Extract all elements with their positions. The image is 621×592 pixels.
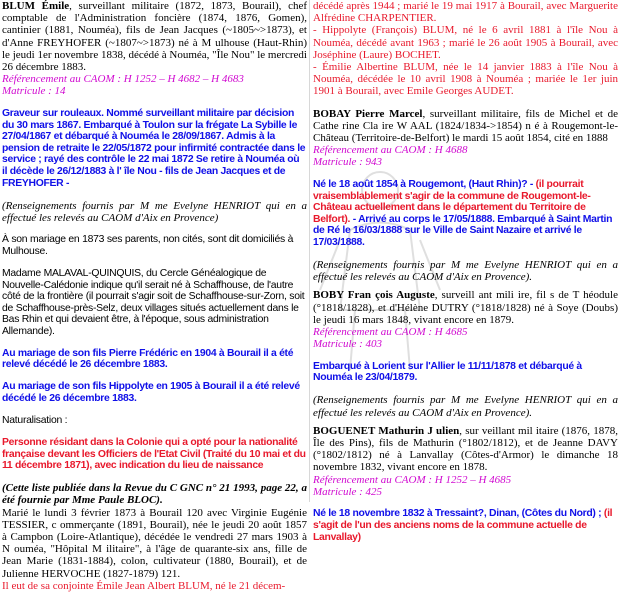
entry-blum-emile xyxy=(2,0,307,73)
matricule: Matricule : 14 xyxy=(2,85,66,98)
spacer xyxy=(313,98,618,108)
right-column xyxy=(313,0,619,543)
caom-reference: Référencement au CAOM : H 4685 xyxy=(313,326,468,338)
naturalisation-note: Personne résidant dans la Colonie qui a opté pour la nationalité française devant les Officiers de l'Etat Civil (Traité du 10 mai et du 11 décembre 1871), avec indication du lieu de naissance xyxy=(2,437,306,472)
entry-bobay xyxy=(313,108,618,145)
matricule: Matricule : 943 xyxy=(313,156,383,169)
caom-reference: Référencement au CAOM : H 4688 xyxy=(313,144,468,157)
child-pierre: décédé après 1944 ; marié le 19 mai 1917 à Bourail, avec Marguerite Alfrédine CHARPENTIER. xyxy=(313,0,618,25)
entry-boguenet xyxy=(313,425,618,474)
birth-note xyxy=(313,179,618,249)
entry-text: , surveillant militaire, fils de Michel et de Cathe rine Cla ire W AAL (1824/1834->1854) n é à Rougemont-le-Château (Territoire-de-Belfort) le mardi 15 août 1854, cité en 1888 xyxy=(313,107,618,145)
birth-note xyxy=(313,508,618,543)
commune-note: (il s'agit de l'un des anciens noms de la commune actuelle de Lanvallay) xyxy=(313,508,613,543)
naturalisation-heading: Naturalisation : xyxy=(2,415,68,427)
birth-text: Né le 18 août 1854 à Rougemont, (Haut Rhin)? - xyxy=(313,179,534,191)
marriage-note: Marié le lundi 3 février 1873 à Bourail 120 avec Virginie Eugénie TESSIER, c ommerçante (1891, Bourail), née le jeudi 20 août 1857 à Campbon (Loire-Atlantique), décédée le vendredi 27 mars 1903 à N ouméa, "Hôpital M ilitaire", à l'âge de quarante-six ans, fille de Jean Marie (1831-1884), colon, cultivateur (1880, Bourail), et de Julienne HERVOCHE (1827-1879) 121. xyxy=(2,506,307,580)
entry-text: , surveill ant mili ire, fil s de T héodule (°1818/1828), et d'Hélène DUTRY (°1818/1828) né à Soye (Doubs) le jeudi 16 mars 1848, vivant encore en 1879. xyxy=(313,289,619,326)
left-column xyxy=(2,0,307,592)
son-marriage-note-1: Au mariage de son fils Pierre Frédéric en 1904 à Bourail il a été relevé décédé le 26 décembre 1883. xyxy=(2,347,294,371)
entry-name: BOBY Fran çois Auguste xyxy=(313,289,435,302)
children-intro: Il eut de sa conjointe Émile Jean Albert BLUM, né le 21 décem- xyxy=(2,579,286,592)
entry-text: , surveillant militaire (1872, 1873, Bourail), chef comptable de l'Administration foncière (1874, 1876, Gomen), cantinier (1881, Nouméa), fils de Jean Jacques (~1805~>1873), et d'Anne FREYHOFER (~1807~>1873) né à M ulhouse (Haut-Rhin) le jeudi 1er novembre 1838, décédé à Nouméa, "Île Nou" le mercredi 26 décembre 1883. xyxy=(2,0,307,74)
commune-note: (il pourrait vraisemblablement s'agir de la commune de Rougemont-le-Château actuellement dans le département du Territoire de Belfort). xyxy=(313,179,591,225)
list-source-note: (Cette liste publiée dans la Revue du C GNC n° 21 1993, page 22, a été fournie par Mme Paule BLOC). xyxy=(2,482,307,507)
source-note: (Renseignements fournis par M me Evelyne HENRIOT qui en a effectué les relevés au CAOM d'Aix en Provence) xyxy=(2,199,307,224)
entry-name: BOBAY Pierre Marcel xyxy=(313,107,423,120)
entry-boby xyxy=(313,289,618,326)
caom-reference: Référencement au CAOM : H 1252 – H 4682 – H 4683 xyxy=(2,73,244,86)
caom-reference: Référencement au CAOM : H 1252 – H 4685 xyxy=(313,473,512,486)
source-note: (Renseignements fournis par M me Evelyne HENRIOT qui en a effectué les relevés au CAOM d'Aix en Provence). xyxy=(313,394,618,419)
entry-name: BLUM Émile xyxy=(2,0,70,12)
entry-text: , sur veillant mil itaire (1876, 1878, Île des Pins), fils de Mathurin (°1802/1812), et de Jeanne DAVY (°1802/1812) né à Lanvallay (Côtes-d'Armor) le dimanche 18 novembre 1832, vivant encore en 1878. xyxy=(313,424,618,474)
source-note: (Renseignements fournis par M me Evelyne HENRIOT qui en a effectué les relevés au CAOM d'Aix en Provence). xyxy=(313,258,618,284)
entry-name: BOGUENET Mathurin J ulien xyxy=(313,424,460,437)
birth-text: Né le 18 novembre 1832 à Tressaint?, Dinan, (Côtes du Nord) ; xyxy=(313,508,602,520)
child-emilie: - Émilie Albertine BLUM, née le 14 janvier 1883 à l'île Nou à Nouméa, décédée le 10 avril 1908 à Nouméa ; mariée le 1er juin 1901 à Bourail, avec Emile Georges AUDET. xyxy=(313,61,618,98)
career-note: Graveur sur rouleaux. Nommé surveillant militaire par décision du 30 mars 1867. Embarqué à Toulon sur la frégate La Sybille le 27/04/1867 et débarqué à Nouméa le 28/09/1867. Admis à la pension de retraite le 22/05/1872 pour infirmité contractée dans le service ; rayé des contrôle le 22 mai 1872 Se retire à Nouméa où il décède le 26/12/1883 à l' île Nou - fils de Jean Jacques et de FREYHOFER - xyxy=(2,108,306,189)
parents-note: À son mariage en 1873 ses parents, non cités, sont dit domiciliés à Mulhouse. xyxy=(2,234,294,257)
embarkation-note: Embarqué à Lorient sur l'Allier le 11/11/1878 et débarqué à Nouméa le 23/04/1879. xyxy=(313,360,582,384)
matricule: Matricule : 425 xyxy=(313,485,383,498)
arrival-note: - Arrivé au corps le 17/05/1888. Embarqué à Saint Martin de Ré le 16/03/1888 sur le Ville de Saint Nazaire et arrivé le 17/03/1888. xyxy=(313,213,613,248)
child-hippolyte: - Hippolyte (François) BLUM, né le 6 avril 1881 à l'île Nou à Nouméa, décédé avant 1963 ; marié le 26 août 1905 à Bourail, avec Joséphine (Laure) BOCHET. xyxy=(313,24,618,61)
matricule: Matricule : 403 xyxy=(313,338,383,351)
birthplace-note: Madame MALAVAL-QUINQUIS, du Cercle Généalogique de Nouvelle-Calédonie indique qu'il serait né à Schaffhouse, de l'autre côté de la frontière (il pourrait s'agir soit de Schaffhouse-sur-Zorn, soit de Schaffhouse-près-Selz, deux villages situés actuellement dans le Bas Rhin et qui devaient être, à l'époque, sous administration Allemande). xyxy=(2,267,305,337)
son-marriage-note-2: Au mariage de son fils Hippolyte en 1905 à Bourail il a été relevé décédé le 26 décembre 1883. xyxy=(2,381,300,405)
